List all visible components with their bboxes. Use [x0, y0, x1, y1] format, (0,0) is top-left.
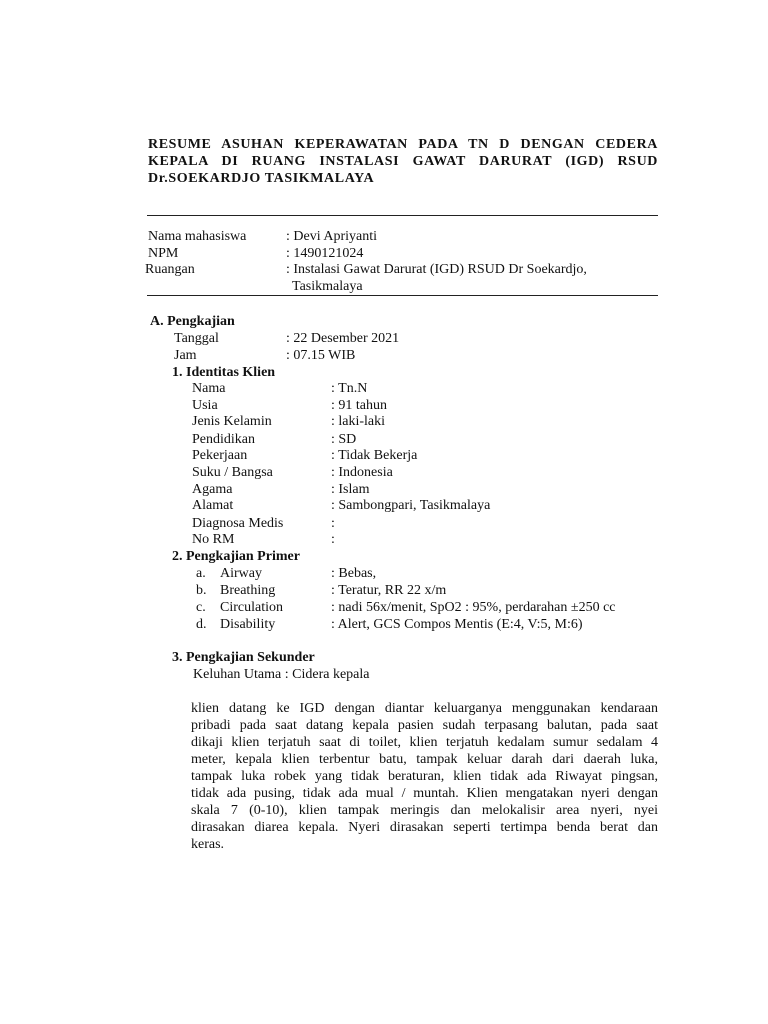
identitas-value-alamat: : Sambongpari, Tasikmalaya: [331, 498, 491, 513]
top-divider: [147, 215, 658, 216]
identitas-label-agama: Agama: [192, 482, 233, 497]
primer-value-disability: : Alert, GCS Compos Mentis (E:4, V:5, M:6): [331, 617, 583, 632]
primer-heading: 2. Pengkajian Primer: [172, 549, 300, 564]
identitas-label-no-rm: No RM: [192, 532, 235, 547]
sekunder-heading: 3. Pengkajian Sekunder: [172, 650, 315, 665]
identitas-value-diagnosa: :: [331, 516, 335, 531]
identitas-label-pekerjaan: Pekerjaan: [192, 448, 248, 463]
keluhan-paragraph: [191, 700, 658, 853]
primer-letter-b: b.: [196, 583, 207, 598]
identitas-label-suku: Suku / Bangsa: [192, 465, 273, 480]
primer-value-circulation: : nadi 56x/menit, SpO2 : 95%, perdarahan ±250 cc: [331, 600, 616, 615]
identitas-value-no-rm: :: [331, 532, 335, 547]
identitas-label-jenis-kelamin: Jenis Kelamin: [192, 414, 272, 429]
npm-value: : 1490121024: [286, 246, 364, 261]
student-name-value: : Devi Apriyanti: [286, 229, 377, 244]
paragraph-line-6: tidak ada pusing, tidak ada mual / muntah. Klien mengatakan nyeri dengan: [191, 786, 658, 801]
jam-label: Jam: [174, 348, 197, 363]
primer-value-breathing: : Teratur, RR 22 x/m: [331, 583, 447, 598]
identitas-heading: 1. Identitas Klien: [172, 365, 276, 380]
identitas-value-nama: : Tn.N: [331, 381, 368, 396]
document-title: [148, 136, 658, 187]
paragraph-line-3: dikaji klien terjatuh saat di toilet, klien terjatuh kedalam sumur sedalam 4: [191, 735, 658, 750]
identitas-value-agama: : Islam: [331, 482, 370, 497]
identitas-value-usia: : 91 tahun: [331, 398, 387, 413]
paragraph-line-2: pribadi pada saat datang kepala pasien sudah terpasang balutan, pada saat: [191, 718, 658, 733]
primer-label-airway: Airway: [220, 566, 262, 581]
paragraph-line-8: dirasakan diarea kepala. Nyeri dirasakan seperti tertimpa benda berat dan: [191, 820, 658, 835]
keluhan-utama: Keluhan Utama : Cidera kepala: [193, 667, 370, 682]
paragraph-line-4: meter, kepala klien terbentur batu, tampak keluar darah dari daerah luka,: [191, 752, 658, 767]
primer-letter-a: a.: [196, 566, 206, 581]
primer-value-airway: : Bebas,: [331, 566, 377, 581]
ruangan-value: : Instalasi Gawat Darurat (IGD) RSUD Dr Soekardjo,: [286, 262, 587, 277]
student-name-label: Nama mahasiswa: [148, 229, 247, 244]
title-line-2: KEPALA DI RUANG INSTALASI GAWAT DARURAT (IGD) RSUD: [148, 154, 658, 169]
identitas-value-pendidikan: : SD: [331, 432, 357, 447]
primer-label-circulation: Circulation: [220, 600, 283, 615]
paragraph-line-5: tampak luka robek yang tidak beraturan, klien tidak ada Riwayat pingsan,: [191, 769, 658, 784]
identitas-label-diagnosa: Diagnosa Medis: [192, 516, 284, 531]
identitas-label-pendidikan: Pendidikan: [192, 432, 255, 447]
primer-letter-c: c.: [196, 600, 206, 615]
primer-letter-d: d.: [196, 617, 207, 632]
identitas-label-alamat: Alamat: [192, 498, 234, 513]
ruangan-label: Ruangan: [145, 262, 195, 277]
identitas-label-nama: Nama: [192, 381, 226, 396]
paragraph-line-1: klien datang ke IGD dengan diantar keluarganya menggunakan kendaraan: [191, 701, 658, 716]
tanggal-label: Tanggal: [174, 331, 219, 346]
paragraph-line-9: keras.: [191, 837, 225, 852]
identitas-value-jenis-kelamin: : laki-laki: [331, 414, 386, 429]
jam-value: : 07.15 WIB: [286, 348, 356, 363]
identitas-value-pekerjaan: : Tidak Bekerja: [331, 448, 418, 463]
ruangan-value-continued: Tasikmalaya: [292, 279, 363, 294]
primer-label-breathing: Breathing: [220, 583, 276, 598]
primer-label-disability: Disability: [220, 617, 276, 632]
tanggal-value: : 22 Desember 2021: [286, 331, 400, 346]
paragraph-line-7: skala 7 (0-10), klien tampak meringis dan melokalisir area nyeri, nyei: [191, 803, 658, 818]
title-line-1: RESUME ASUHAN KEPERAWATAN PADA TN D DENGAN CEDERA: [148, 137, 658, 152]
bottom-divider: [147, 295, 658, 296]
identitas-value-suku: : Indonesia: [331, 465, 393, 480]
identitas-label-usia: Usia: [192, 398, 218, 413]
title-line-3: Dr.SOEKARDJO TASIKMALAYA: [148, 171, 375, 186]
section-a-heading: A. Pengkajian: [150, 314, 235, 329]
npm-label: NPM: [148, 246, 179, 261]
